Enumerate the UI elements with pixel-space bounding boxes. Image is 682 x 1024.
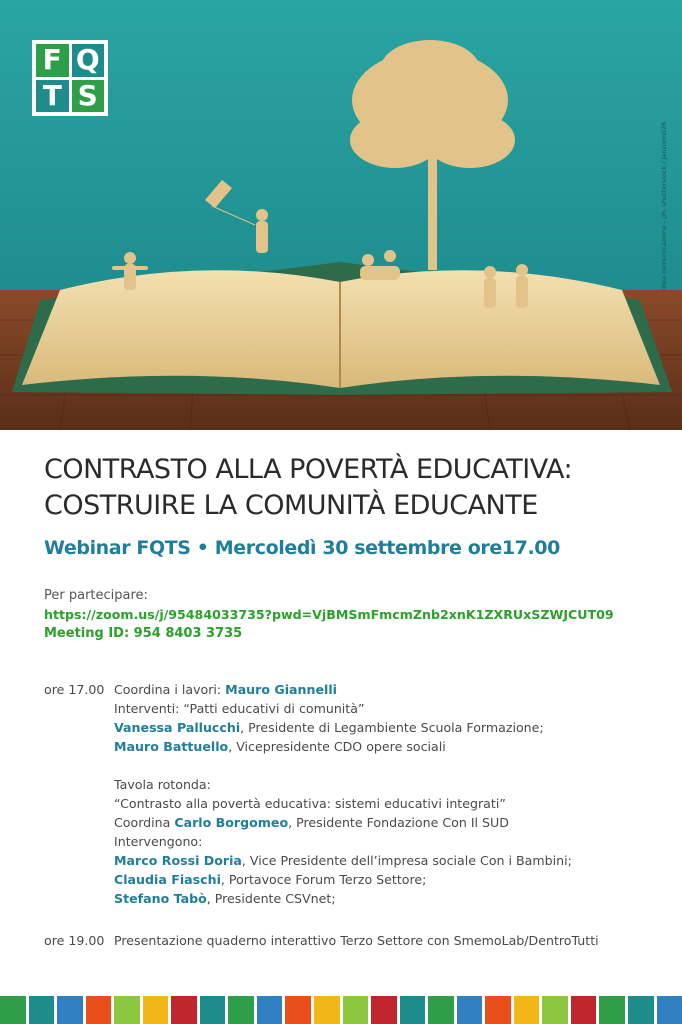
coord-label: Coordina [114, 815, 175, 830]
coord-label: Coordina i lavori: [114, 682, 226, 697]
color-bar-segment [657, 996, 682, 1024]
color-bar-segment [542, 996, 568, 1024]
closing-text: Presentazione quaderno interattivo Terzo Settore con SmemoLab/DentroTutti [114, 933, 599, 948]
speaker-name: Carlo Borgomeo [174, 815, 289, 830]
speaker-role: , Vicepresidente CDO opere sociali [228, 739, 446, 754]
title-line-1: CONTRASTO ALLA POVERTÀ EDUCATIVA: [44, 454, 573, 485]
speaker-name: Mauro Battuello [114, 739, 229, 754]
color-bar-segment [514, 996, 540, 1024]
color-bar-segment [171, 996, 197, 1024]
join-label: Per partecipare: [44, 588, 148, 603]
interventi-text: Interventi: “Patti educativi di comunità” [114, 701, 365, 716]
meeting-id: Meeting ID: 954 8403 3735 [44, 626, 243, 641]
speaker-name: Stefano Tabò [114, 891, 207, 906]
color-bar-segment [114, 996, 140, 1024]
color-bar-segment [0, 996, 26, 1024]
join-info [44, 586, 614, 643]
hero-image [0, 0, 682, 430]
color-bar-segment [628, 996, 654, 1024]
color-bar-segment [257, 996, 283, 1024]
intervengono-label: Intervengono: [114, 834, 203, 849]
program-row [44, 680, 572, 699]
logo-letter: Q [72, 44, 105, 77]
speaker-role: , Presidente CSVnet; [206, 891, 336, 906]
color-bar-segment [314, 996, 340, 1024]
color-bar-segment [57, 996, 83, 1024]
color-bar-segment [400, 996, 426, 1024]
speaker-role: , Portavoce Forum Terzo Settore; [220, 872, 427, 887]
speaker-name: Claudia Fiaschi [114, 872, 221, 887]
speaker-name: Marco Rossi Doria [114, 853, 242, 868]
roundtable-label: Tavola rotonda: [114, 777, 211, 792]
color-bar-segment [599, 996, 625, 1024]
color-bar [0, 996, 682, 1024]
closing-row [44, 933, 599, 948]
photo-credit: idea comunicazione - ph. shutterstock / jenzoon028 [660, 121, 668, 290]
color-bar-segment [200, 996, 226, 1024]
color-bar-segment [343, 996, 369, 1024]
color-bar-segment [86, 996, 112, 1024]
program [44, 680, 572, 908]
title-line-2: COSTRUIRE LA COMUNITÀ EDUCANTE [44, 490, 538, 521]
color-bar-segment [29, 996, 55, 1024]
color-bar-segment [457, 996, 483, 1024]
speaker-role: , Presidente Fondazione Con Il SUD [288, 815, 509, 830]
color-bar-segment [285, 996, 311, 1024]
speaker-name: Vanessa Pallucchi [114, 720, 241, 735]
speaker-role: , Presidente di Legambiente Scuola Formazione; [240, 720, 544, 735]
logo-letter: S [72, 80, 105, 113]
logo-letter: F [36, 44, 69, 77]
time-label: ore 17.00 [44, 682, 105, 697]
roundtable-title: “Contrasto alla povertà educativa: sistemi educativi integrati” [114, 796, 506, 811]
time-label: ore 19.00 [44, 933, 105, 948]
color-bar-segment [571, 996, 597, 1024]
fqts-logo [32, 40, 108, 116]
color-bar-segment [428, 996, 454, 1024]
color-bar-segment [143, 996, 169, 1024]
color-bar-segment [371, 996, 397, 1024]
speaker-role: , Vice Presidente dell’impresa sociale Con i Bambini; [241, 853, 572, 868]
logo-letter: T [36, 80, 69, 113]
webinar-subtitle: Webinar FQTS • Mercoledì 30 settembre ore17.00 [44, 537, 560, 559]
color-bar-segment [485, 996, 511, 1024]
page-title [44, 452, 664, 524]
zoom-link[interactable]: https://zoom.us/j/95484033735?pwd=VjBMSmFmcmZnb2xnK1ZXRUxSZWJCUT09 [44, 607, 614, 622]
color-bar-segment [228, 996, 254, 1024]
speaker-name: Mauro Giannelli [225, 682, 337, 697]
